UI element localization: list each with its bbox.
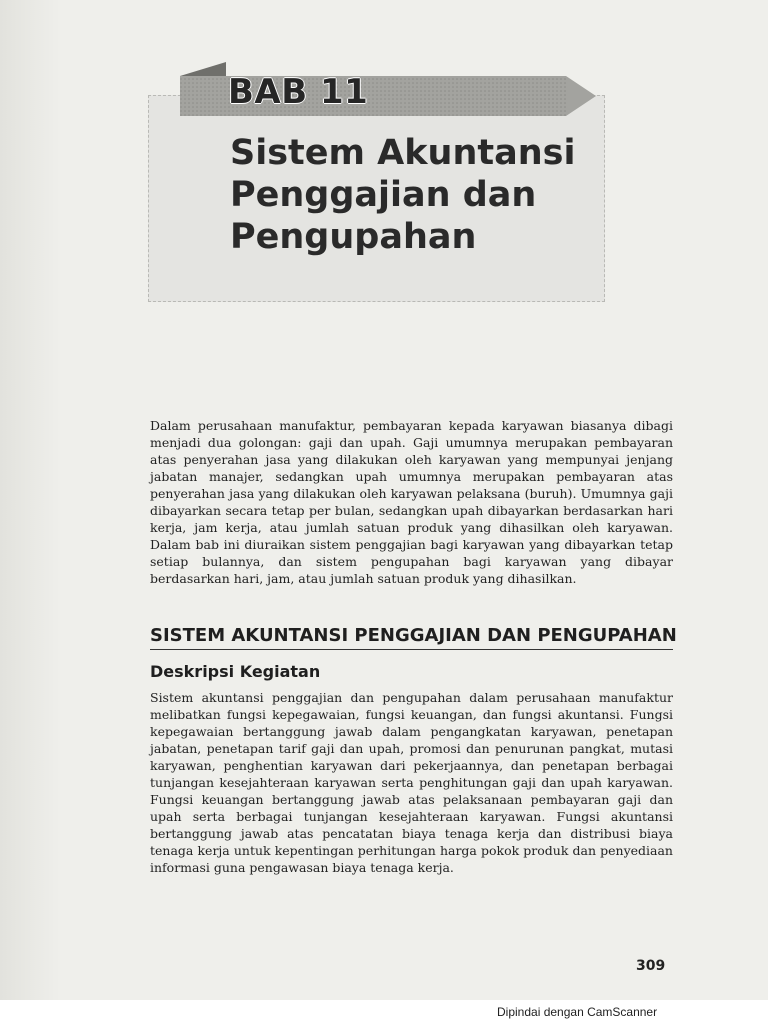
chapter-title-line: Penggajian dan (230, 175, 537, 215)
chapter-ribbon (180, 62, 596, 118)
chapter-number-label: BAB 11 (228, 72, 369, 112)
scan-edge-shadow (0, 0, 60, 1000)
chapter-title (230, 132, 590, 258)
page-number: 309 (636, 958, 666, 974)
chapter-title-line: Pengupahan (230, 217, 477, 257)
chapter-title-line: Sistem Akuntansi (230, 133, 576, 173)
scanner-watermark-text: Dipindai dengan CamScanner (497, 1005, 658, 1019)
section-paragraph: Sistem akuntansi penggajian dan pengupahan dalam perusahaan manufaktur melibatkan fungsi kepegawaian, fungsi keuangan, dan fungsi akuntansi. Fungsi kepegawaian bertanggung jawab dalam pengangkatan karyawan, penetapan jabatan, penetapan tarif gaji dan upah, promosi dan penurunan pangkat, mutasi karyawan, penghentian karyawan dari pekerjaannya, dan penetapan berbagai tunjangan kesejahteraan karyawan serta penghitungan gaji dan upah karyawan. Fungsi keuangan bertanggung jawab atas pelaksanaan pembayaran gaji dan upah serta berbagai tunjangan kesejahteraan karyawan. Fungsi akuntansi bertanggung jawab atas pencatatan biaya tenaga kerja dan distribusi biaya tenaga kerja untuk kepentingan perhitungan harga pokok produk dan penyediaan informasi guna pengawasan biaya tenaga kerja. (150, 690, 673, 875)
section-heading: SISTEM AKUNTANSI PENGGAJIAN DAN PENGUPAHAN (150, 625, 677, 646)
section-divider (150, 649, 673, 650)
intro-paragraph: Dalam perusahaan manufaktur, pembayaran kepada karyawan biasanya dibagi menjadi dua golongan: gaji dan upah. Gaji umumnya merupakan pembayaran atas penyerahan jasa yang dilakukan oleh karyawan yang mempunyai jenjang jabatan manajer, sedangkan upah umumnya merupakan pembayaran atas penyerahan jasa yang dilakukan oleh karyawan pelaksana (buruh). Umumnya gaji dibayarkan secara tetap per bulan, sedangkan upah dibayarkan berdasarkan hari kerja, jam kerja, atau jumlah satuan produk yang dihasilkan oleh karyawan. Dalam bab ini diuraikan sistem penggajian bagi karyawan yang dibayarkan tetap setiap bulannya, dan sistem pengupahan bagi karyawan yang dibayar berdasarkan hari, jam, atau jumlah satuan produk yang dihasilkan. (150, 418, 673, 586)
section-subheading: Deskripsi Kegiatan (150, 662, 321, 681)
